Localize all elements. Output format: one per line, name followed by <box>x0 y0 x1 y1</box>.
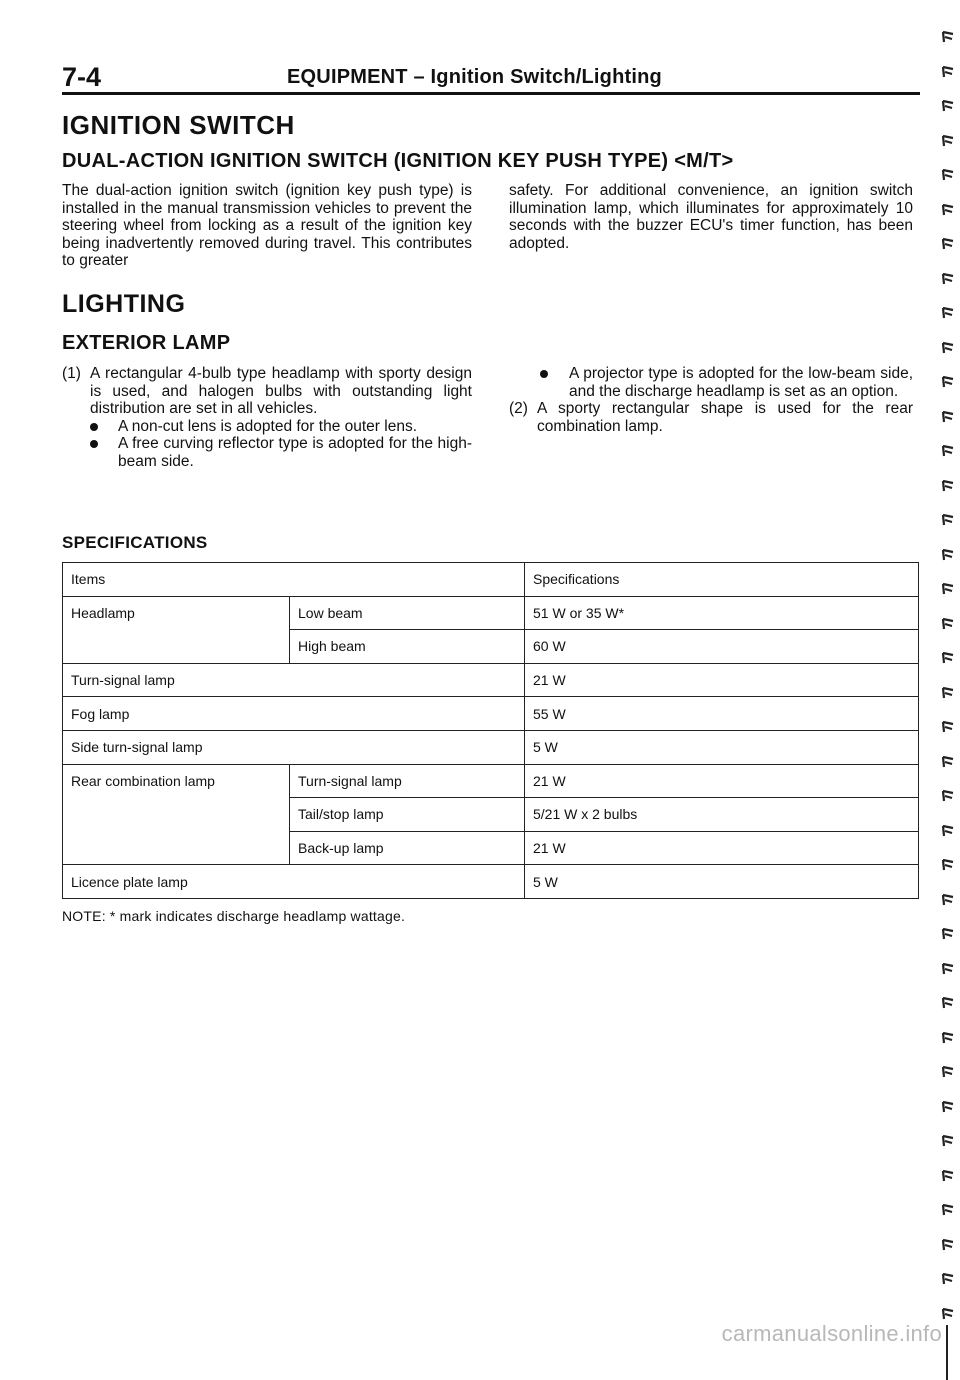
cell-item: Back-up lamp <box>290 831 525 865</box>
subheading-exterior-lamp: EXTERIOR LAMP <box>62 332 231 354</box>
binding-mark-icon <box>940 306 956 320</box>
binding-mark-icon <box>940 1238 956 1252</box>
table-row <box>63 663 919 697</box>
bullet-icon <box>90 440 98 448</box>
binding-mark-icon <box>940 99 956 113</box>
binding-mark-icon <box>940 548 956 562</box>
table-header-row <box>63 563 919 597</box>
running-title: EQUIPMENT – Ignition Switch/Lighting <box>287 66 662 88</box>
exterior-lamp-list-left <box>62 365 472 470</box>
binding-mark-icon <box>940 1100 956 1114</box>
list-item <box>62 435 472 470</box>
list-item <box>509 365 913 400</box>
cell-item: High beam <box>290 630 525 664</box>
binding-mark-icon <box>940 582 956 596</box>
binding-mark-icon <box>940 272 956 286</box>
bullet-text: A projector type is adopted for the low-beam side, and the discharge headlamp is set as an option. <box>569 365 913 400</box>
binding-mark-icon <box>940 168 956 182</box>
cell-group: Side turn-signal lamp <box>63 730 525 764</box>
binding-mark-icon <box>940 513 956 527</box>
table-row <box>63 865 919 899</box>
binding-mark-icon <box>940 1065 956 1079</box>
header-cell-items: Items <box>63 563 525 597</box>
binding-mark-icon <box>940 410 956 424</box>
cell-spec: 5/21 W x 2 bulbs <box>525 798 919 832</box>
binding-mark-icon <box>940 1169 956 1183</box>
binding-mark-icon <box>940 927 956 941</box>
table-row <box>63 730 919 764</box>
item-text: A rectangular 4-bulb type headlamp with sporty design is used, and halogen bulbs with outstanding light distribution are set in all vehicles. <box>90 365 472 417</box>
list-item <box>62 418 472 436</box>
watermark: carmanualsonline.info <box>721 1321 942 1346</box>
cell-spec: 21 W <box>525 663 919 697</box>
cell-spec: 55 W <box>525 697 919 731</box>
cell-group: Licence plate lamp <box>63 865 525 899</box>
cell-spec: 21 W <box>525 764 919 798</box>
item-text: A sporty rectangular shape is used for the rear combination lamp. <box>537 400 913 435</box>
binding-mark-icon <box>940 996 956 1010</box>
binding-mark-icon <box>940 962 956 976</box>
table-row <box>63 596 919 630</box>
binding-mark-icon <box>940 617 956 631</box>
page-header <box>62 62 920 94</box>
item-number: (1) <box>62 365 81 382</box>
binding-mark-icon <box>940 375 956 389</box>
item-number: (2) <box>509 400 528 417</box>
binding-mark-icon <box>940 651 956 665</box>
binding-mark-icon <box>940 444 956 458</box>
binding-mark-icon <box>940 1272 956 1286</box>
binding-mark-icon <box>940 1031 956 1045</box>
cell-spec: 60 W <box>525 630 919 664</box>
header-rule <box>62 92 920 95</box>
binding-mark-icon <box>940 789 956 803</box>
specifications-heading: SPECIFICATIONS <box>62 533 208 552</box>
binding-mark-icon <box>940 1134 956 1148</box>
specifications-note: NOTE: * mark indicates discharge headlamp wattage. <box>62 908 406 924</box>
bullet-text: A non-cut lens is adopted for the outer lens. <box>118 417 417 435</box>
bullet-text: A free curving reflector type is adopted for the high-beam side. <box>118 435 472 470</box>
binding-mark-icon <box>940 858 956 872</box>
table-row <box>63 697 919 731</box>
binding-edge-line <box>946 1325 948 1380</box>
cell-spec: 21 W <box>525 831 919 865</box>
binding-mark-icon <box>940 30 956 44</box>
ignition-paragraph-left: The dual-action ignition switch (ignition key push type) is installed in the manual transmission vehicles to prevent the steering wheel from locking as a result of the ignition key being inadvertently removed during travel. This contributes to greater <box>62 182 472 269</box>
cell-spec: 51 W or 35 W* <box>525 596 919 630</box>
specifications-table <box>62 562 919 899</box>
binding-mark-icon <box>940 203 956 217</box>
subheading-dual-action-switch: DUAL-ACTION IGNITION SWITCH (IGNITION KEY PUSH TYPE) <M/T> <box>62 150 734 172</box>
list-item <box>509 400 913 435</box>
binding-mark-icon <box>940 479 956 493</box>
cell-spec: 5 W <box>525 730 919 764</box>
binding-mark-icon <box>940 1203 956 1217</box>
cell-spec: 5 W <box>525 865 919 899</box>
binding-mark-icon <box>940 720 956 734</box>
page-number: 7-4 <box>62 62 102 92</box>
binding-mark-icon <box>940 341 956 355</box>
binding-mark-icon <box>940 824 956 838</box>
binding-mark-icon <box>940 686 956 700</box>
binding-mark-icon <box>940 1307 956 1321</box>
bullet-icon <box>90 423 98 431</box>
binding-mark-icon <box>940 65 956 79</box>
cell-item: Turn-signal lamp <box>290 764 525 798</box>
binding-mark-icon <box>940 237 956 251</box>
exterior-lamp-list-right <box>509 365 913 435</box>
header-cell-specifications: Specifications <box>525 563 919 597</box>
cell-group: Fog lamp <box>63 697 525 731</box>
cell-item: Tail/stop lamp <box>290 798 525 832</box>
bullet-icon <box>540 370 548 378</box>
ignition-paragraph-right: safety. For additional convenience, an ignition switch illumination lamp, which illuminates for approximately 10 seconds with the buzzer ECU's timer function, has been adopted. <box>509 182 913 252</box>
list-item <box>62 365 472 418</box>
table-row <box>63 764 919 798</box>
cell-group: Headlamp <box>63 596 290 663</box>
cell-item: Low beam <box>290 596 525 630</box>
section-heading-lighting: LIGHTING <box>62 290 186 318</box>
binding-mark-icon <box>940 893 956 907</box>
section-heading-ignition-switch: IGNITION SWITCH <box>62 110 295 140</box>
binding-mark-icon <box>940 134 956 148</box>
cell-group: Turn-signal lamp <box>63 663 525 697</box>
binding-margin-marks <box>936 30 960 1350</box>
cell-group: Rear combination lamp <box>63 764 290 865</box>
binding-mark-icon <box>940 755 956 769</box>
